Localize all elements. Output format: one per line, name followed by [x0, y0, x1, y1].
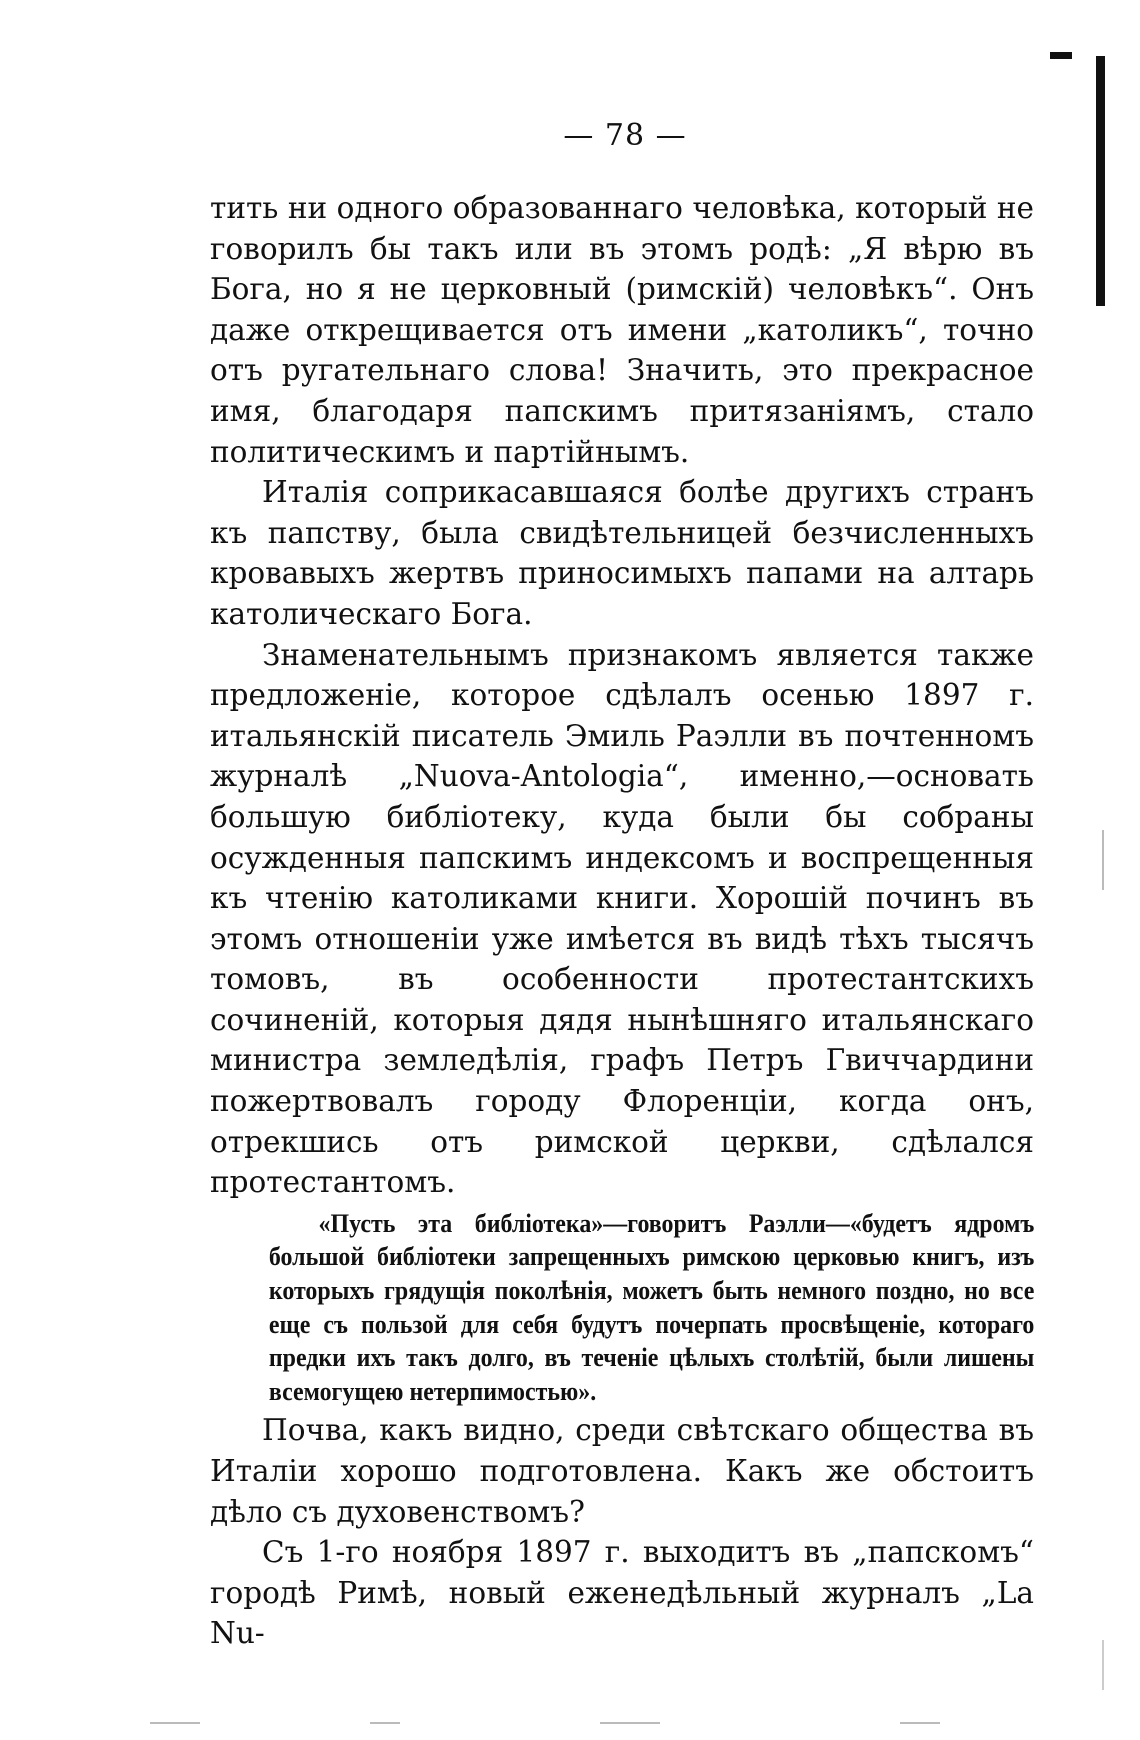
page-number: [0, 118, 1140, 153]
scan-artifact-mark: [1050, 52, 1072, 59]
scan-artifact-line: [900, 1722, 940, 1724]
paragraph: Почва, какъ видно, среди свѣтскаго общества въ Италіи хорошо подготовлена. Какъ же обстоитъ дѣло съ духовенствомъ?: [210, 1413, 1034, 1529]
scan-artifact-line: [1102, 830, 1104, 890]
page-number-text: — 78 —: [563, 118, 687, 153]
main-text: [210, 188, 1034, 1654]
scan-artifact-edge-bar: [1096, 56, 1105, 306]
block-quote: «Пусть эта библіотека»—говоритъ Раэлли—«будетъ ядромъ большой библіотеки запрещенныхъ римскою церковью книгъ, изъ которыхъ грядущія поколѣнія, можетъ быть немного поздно, но все еще съ пользой для себя будутъ почерпать просвѣщеніе, котораго предки ихъ такъ долго, въ теченіе цѣлыхъ столѣтій, были лишены всемогущею нетерпимостью».: [268, 1208, 1035, 1406]
paragraph: Италія соприкасавшаяся болѣе другихъ странъ къ папству, была свидѣтельницей безчисленныхъ кровавыхъ жертвъ приносимыхъ папами на алтарь католическаго Бога.: [210, 475, 1034, 631]
paragraph-continued: тить ни одного образованнаго человѣка, который не говорилъ бы такъ или въ этомъ родѣ: „Я вѣрю въ Бога, но я не церковный (римскій) человѣкъ“. Онъ даже открещивается отъ имени „католикъ“, точно отъ ругательнаго слова! Значить, это прекрасное имя, благодаря папскимъ притязаніямъ, стало политическимъ и партійнымъ.: [210, 191, 1034, 469]
scan-artifact-line: [370, 1722, 400, 1724]
paragraph: Знаменательнымъ признакомъ является также предложеніе, которое сдѣлалъ осенью 1897 г. итальянскій писатель Эмиль Раэлли въ почтенномъ журналѣ „Nuova-Antologia“, именно,—основать большую библіотеку, куда были бы собраны осужденныя папскимъ индексомъ и воспрещенныя къ чтенію католиками книги. Хорошій починъ въ этомъ отношеніи уже имѣется въ видѣ тѣхъ тысячъ томовъ, въ особенности протестантскихъ сочиненій, которыя дядя нынѣшняго итальянскаго министра земледѣлія, графъ Петръ Гвиччардини пожертвовалъ городу Флоренціи, когда онъ, отрекшись отъ римской церкви, сдѣлался протестантомъ.: [210, 637, 1034, 1200]
scan-artifact-line: [600, 1722, 660, 1724]
paragraph: Съ 1-го ноября 1897 г. выходитъ въ „папскомъ“ городѣ Римѣ, новый еженедѣльный журналъ „La Nu-: [210, 1535, 1034, 1651]
scan-artifact-line: [1102, 1640, 1104, 1690]
scan-artifact-line: [150, 1722, 200, 1724]
